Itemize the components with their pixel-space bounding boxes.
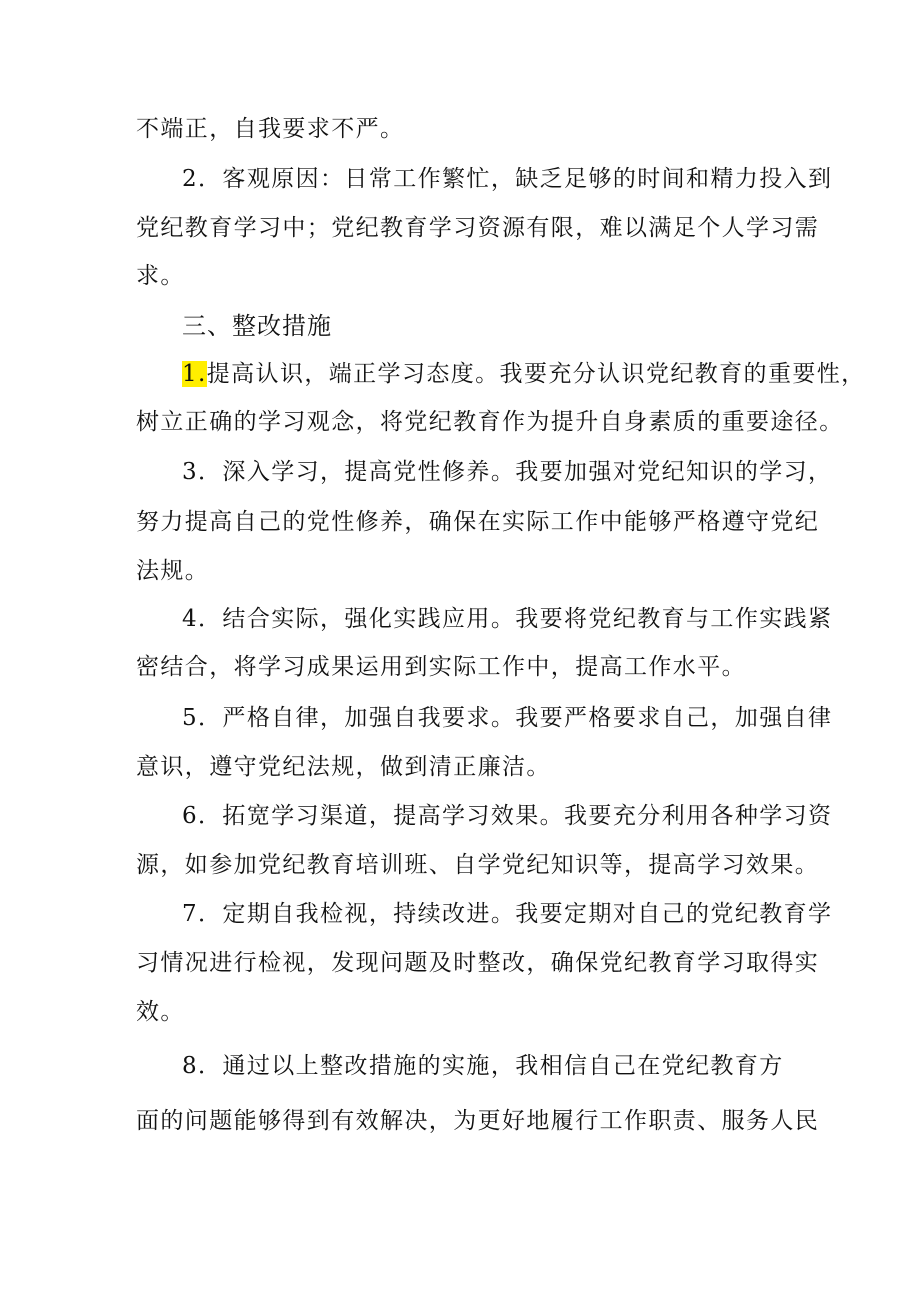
text-line: 面的问题能够得到有效解决，为更好地履行工作职责、服务人民 [136,1108,820,1134]
text-line: 求。 [136,263,185,289]
text-line: 不端正，自我要求不严。 [136,116,405,142]
highlighted-number: 1. [182,361,207,387]
text-line: 6．拓宽学习渠道，提高学习效果。我要充分利用各种学习资 [182,803,833,829]
text-line: 党纪教育学习中；党纪教育学习资源有限，难以满足个人学习需 [136,215,820,241]
text-line: 3．深入学习，提高党性修养。我要加强对党纪知识的学习， [182,459,833,485]
text-line: 5．严格自律，加强自我要求。我要严格要求自己，加强自律 [182,705,833,731]
text-line: 2．客观原因：日常工作繁忙，缺乏足够的时间和精力投入到 [182,166,833,192]
text-line [182,358,866,390]
text-line: 树立正确的学习观念，将党纪教育作为提升自身素质的重要途径。 [136,409,844,435]
text-line: 效。 [136,999,185,1025]
text-line: 4．结合实际，强化实践应用。我要将党纪教育与工作实践紧 [182,606,833,632]
text-line-content: 提高认识，端正学习态度。我要充分认识党纪教育的重要性， [206,361,866,387]
text-line: 8．通过以上整改措施的实施，我相信自己在党纪教育方 [182,1053,784,1079]
text-line: 源，如参加党纪教育培训班、自学党纪知识等，提高学习效果。 [136,852,820,878]
text-line: 意识，遵守党纪法规，做到清正廉洁。 [136,754,551,780]
text-line: 密结合，将学习成果运用到实际工作中，提高工作水平。 [136,654,746,680]
text-line: 7．定期自我检视，持续改进。我要定期对自己的党纪教育学 [182,901,833,927]
text-line: 法规。 [136,558,210,584]
text-line: 习情况进行检视，发现问题及时整改，确保党纪教育学习取得实 [136,950,820,976]
section-heading: 三、整改措施 [182,312,332,340]
text-line: 努力提高自己的党性修养，确保在实际工作中能够严格遵守党纪 [136,509,820,535]
